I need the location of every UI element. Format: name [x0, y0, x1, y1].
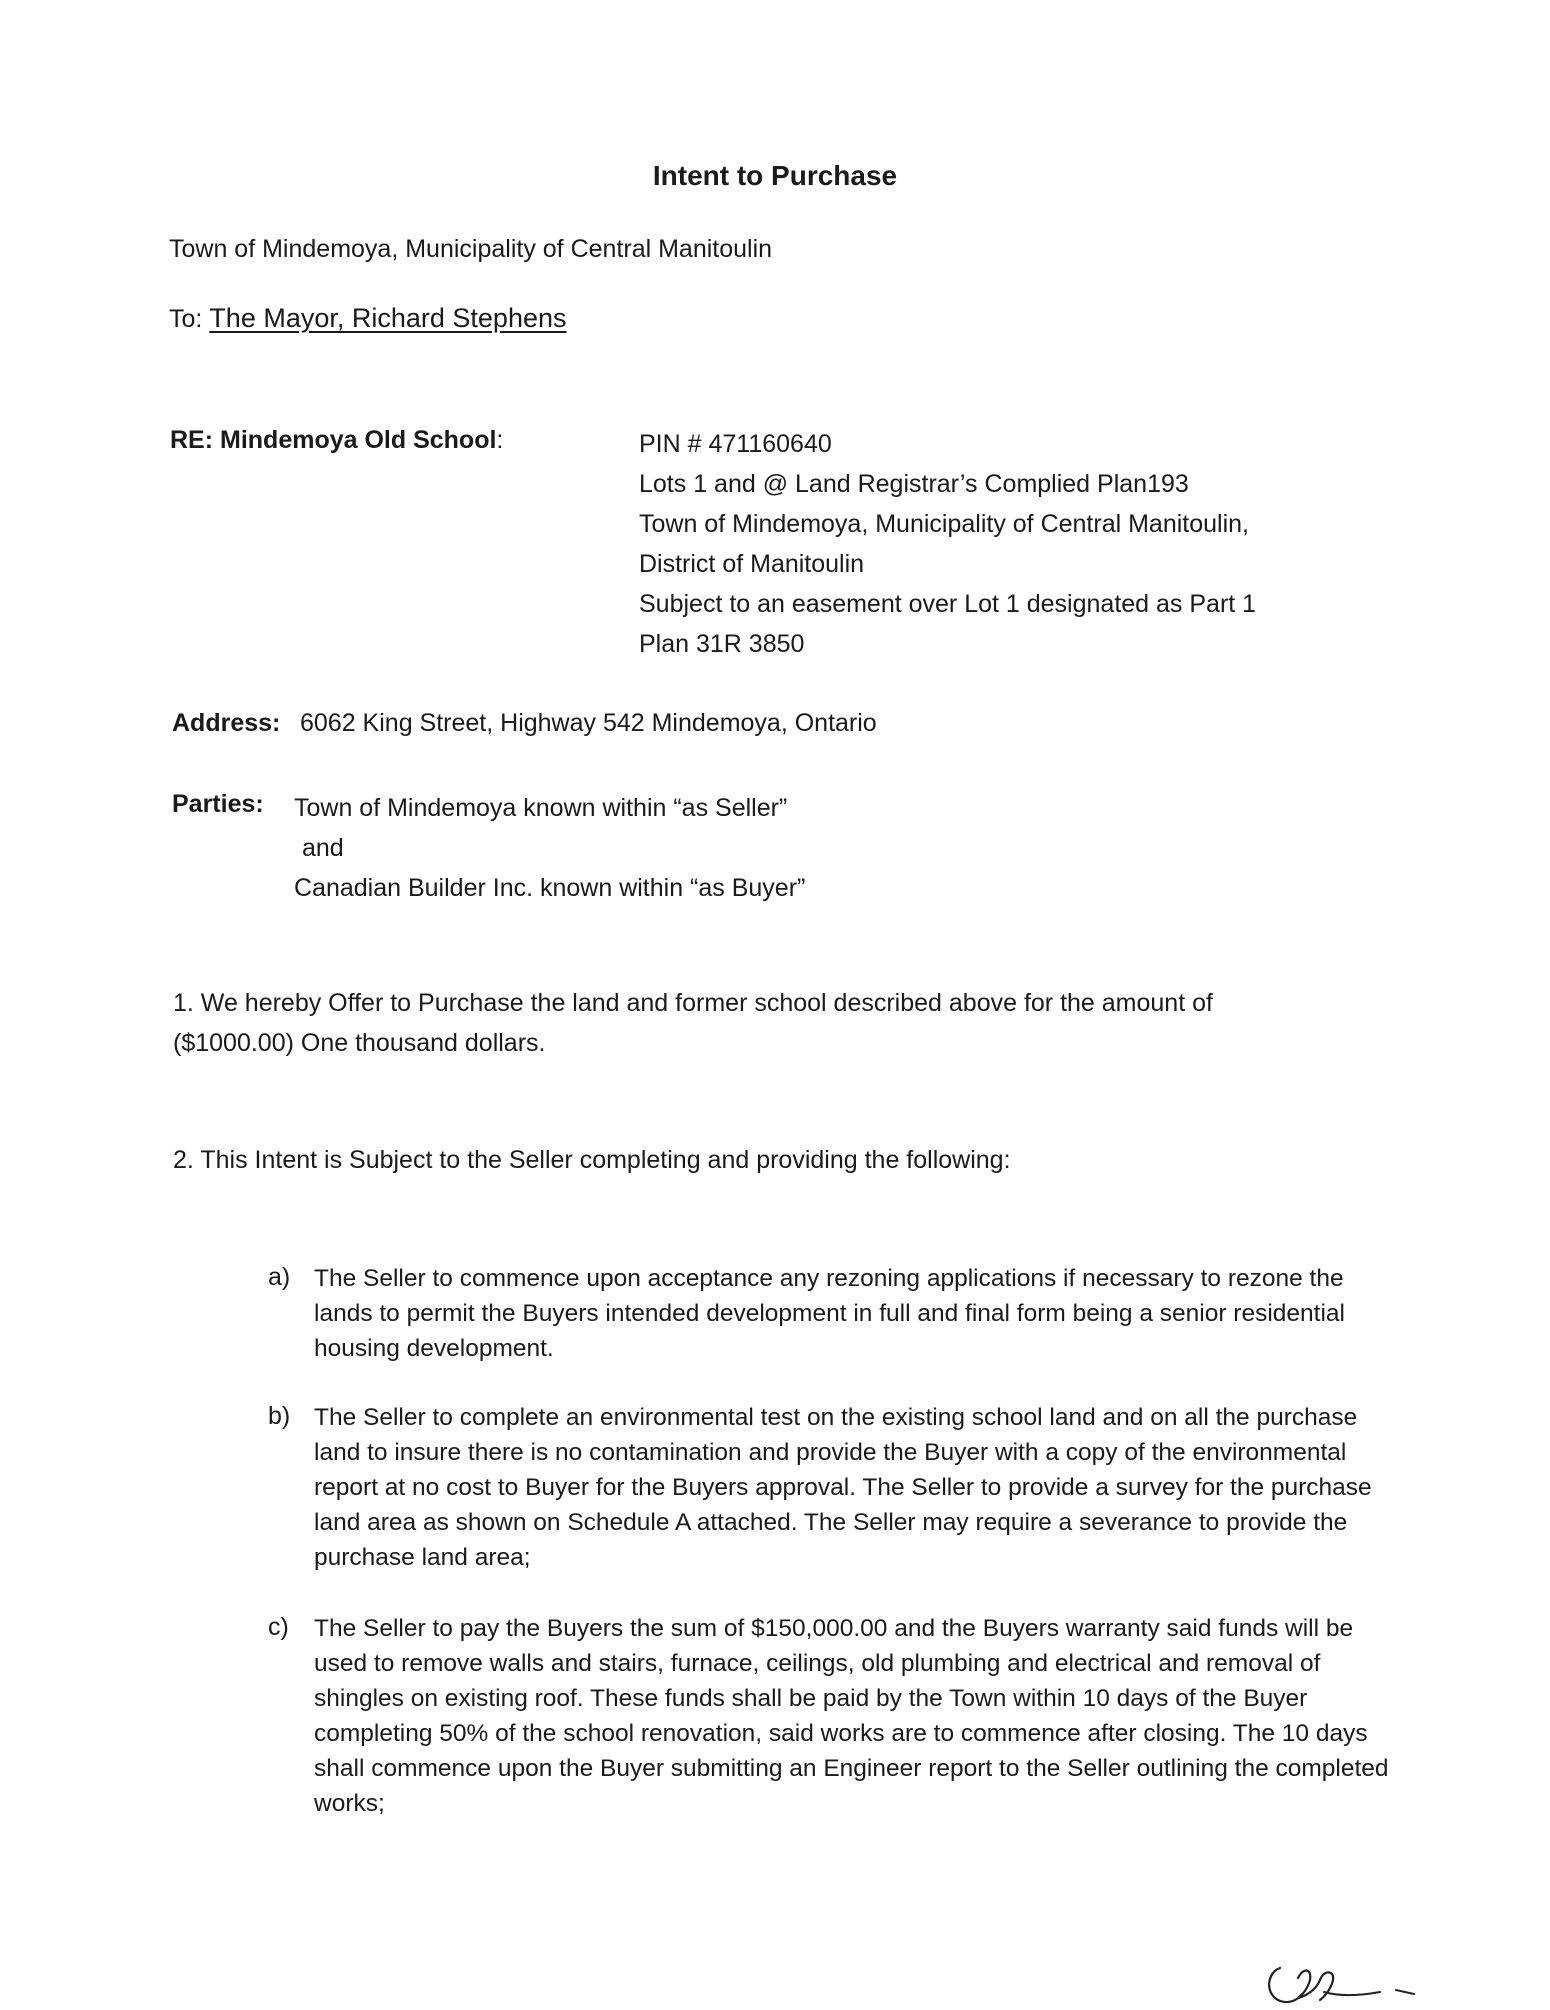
- party-buyer: Canadian Builder Inc. known within “as Buyer”: [294, 874, 806, 902]
- parties-list: [294, 788, 805, 908]
- item-c-text: The Seller to pay the Buyers the sum of $150,000.00 and the Buyers warranty said funds will be used to remove walls and stairs, furnace, ceilings, old plumbing and electrical and removal of shingles on existing roof. These funds shall be paid by the Town within 10 days of the Buyer completing 50% of the school renovation, said works are to commence after closing. The 10 days shall commence upon the Buyer submitting an Engineer report to the Seller outlining the completed works;: [314, 1615, 1389, 1817]
- item-a-label: a): [268, 1263, 291, 1291]
- re-detail-line: District of Manitoulin: [639, 550, 865, 578]
- clause-1: [173, 983, 1213, 1063]
- address-label: [172, 707, 280, 739]
- clause-1-line-1: 1. We hereby Offer to Purchase the land and former school described above for the amount of: [173, 989, 1213, 1017]
- municipality-line: Town of Mindemoya, Municipality of Central Manitoulin: [169, 235, 773, 263]
- re-detail-line: Plan 31R 3850: [639, 630, 805, 658]
- signature-initials-icon: [1258, 1950, 1438, 2010]
- party-seller: Town of Mindemoya known within “as Seller”: [294, 794, 788, 822]
- re-details: [639, 424, 1256, 664]
- re-heading: [170, 424, 503, 456]
- to-line: [169, 302, 567, 335]
- re-colon: :: [496, 426, 504, 454]
- clause-1-line-2: ($1000.00) One thousand dollars.: [173, 1029, 546, 1057]
- clause-2: 2. This Intent is Subject to the Seller completing and providing the following:: [173, 1146, 1011, 1174]
- to-recipient: The Mayor, Richard Stephens: [209, 303, 567, 333]
- re-detail-line: Town of Mindemoya, Municipality of Central Manitoulin,: [639, 510, 1249, 538]
- document-title: Intent to Purchase: [652, 160, 898, 191]
- re-detail-line: PIN # 471160640: [639, 430, 832, 458]
- re-detail-line: Subject to an easement over Lot 1 designated as Part 1: [639, 590, 1257, 618]
- item-b-label: b): [268, 1402, 291, 1430]
- address-label-text: Address:: [172, 709, 281, 737]
- re-detail-line: Lots 1 and @ Land Registrar’s Complied Plan193: [639, 470, 1189, 498]
- address-value: 6062 King Street, Highway 542 Mindemoya, Ontario: [300, 709, 877, 737]
- parties-label: Parties:: [172, 790, 264, 818]
- item-b-text: The Seller to complete an environmental test on the existing school land and on all the purchase land to insure there is no contamination and provide the Buyer with a copy of the environmental report at no cost to Buyer for the Buyers approval. The Seller to provide a survey for the purchase land area as shown on Schedule A attached. The Seller may require a severance to provide the purchase land area;: [314, 1404, 1372, 1571]
- party-and: and: [302, 834, 344, 862]
- to-label: To:: [169, 305, 203, 333]
- item-a-text: The Seller to commence upon acceptance any rezoning applications if necessary to rezone the lands to permit the Buyers intended development in full and final form being a senior residential housing development.: [314, 1265, 1345, 1362]
- re-label: RE: Mindemoya Old School: [170, 426, 497, 454]
- item-c-label: c): [268, 1613, 289, 1641]
